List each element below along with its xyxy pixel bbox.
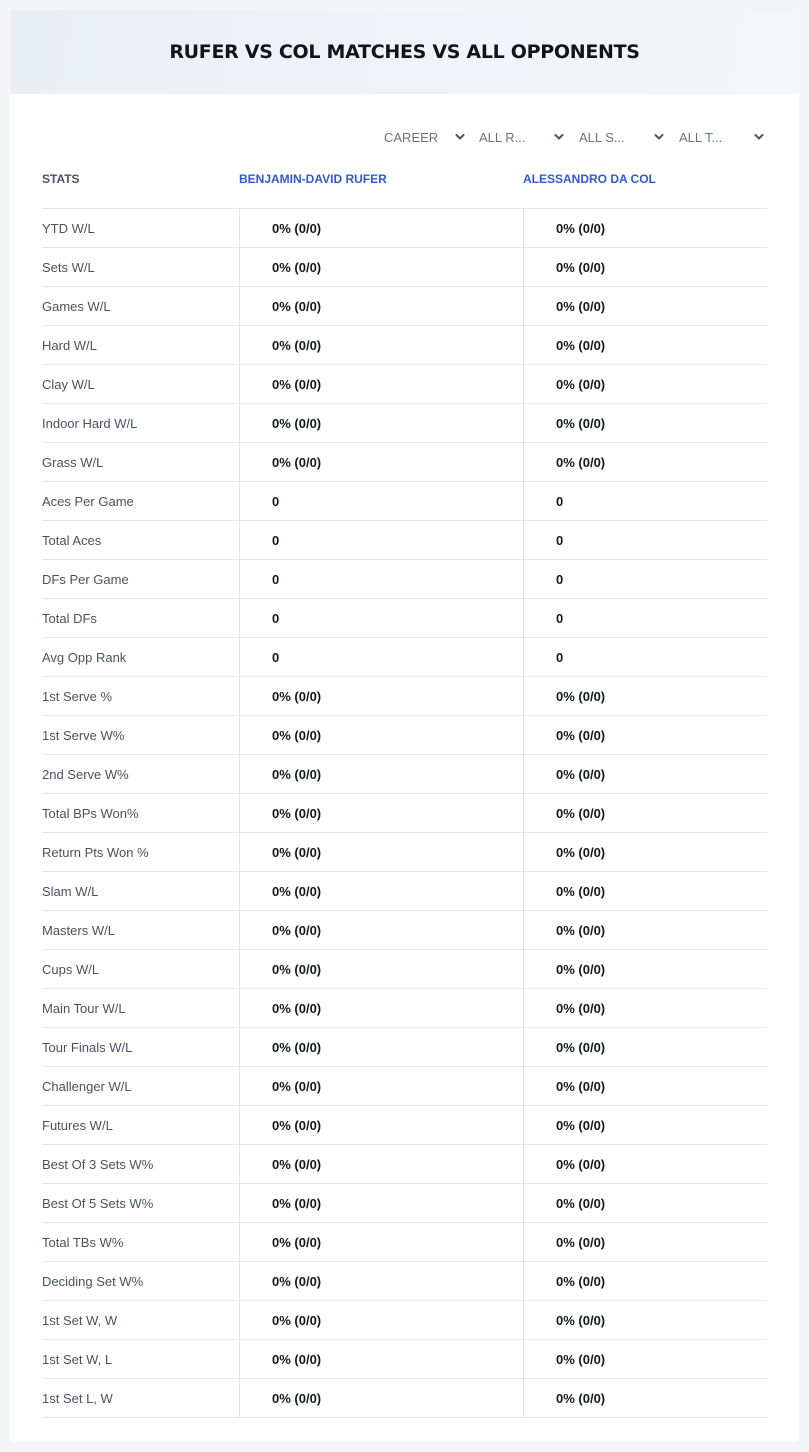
player1-stat-value: 0% (0/0)	[272, 1391, 322, 1406]
table-row	[42, 599, 767, 638]
player1-stat-value: 0% (0/0)	[272, 416, 322, 431]
column-divider	[239, 1223, 240, 1262]
stat-label: DFs Per Game	[42, 572, 129, 587]
column-divider	[239, 482, 240, 521]
column-divider	[239, 1145, 240, 1184]
column-divider	[523, 560, 524, 599]
table-row	[42, 1106, 767, 1145]
player2-stat-value: 0% (0/0)	[556, 689, 606, 704]
round-filter-label: ALL R...	[479, 129, 526, 145]
column-divider	[239, 1262, 240, 1301]
table-row	[42, 872, 767, 911]
column-divider	[523, 521, 524, 560]
player1-stat-value: 0% (0/0)	[272, 1196, 322, 1211]
player2-stat-value: 0% (0/0)	[556, 845, 606, 860]
player2-stat-value: 0% (0/0)	[556, 299, 606, 314]
tournament-filter-select[interactable]	[679, 126, 765, 148]
table-row	[42, 1145, 767, 1184]
player1-stat-value: 0% (0/0)	[272, 767, 322, 782]
column-divider	[239, 716, 240, 755]
surface-filter-select[interactable]	[579, 126, 665, 148]
player1-stat-value: 0% (0/0)	[272, 806, 322, 821]
round-filter-select[interactable]	[479, 126, 565, 148]
player1-stat-value: 0% (0/0)	[272, 221, 322, 236]
player1-stat-value: 0% (0/0)	[272, 1040, 322, 1055]
player1-stat-value: 0% (0/0)	[272, 1001, 322, 1016]
chevron-down-icon	[653, 131, 665, 143]
player1-stat-value: 0% (0/0)	[272, 884, 322, 899]
player1-stat-value: 0	[272, 572, 280, 587]
player1-stat-value: 0% (0/0)	[272, 845, 322, 860]
player2-stat-value: 0% (0/0)	[556, 1235, 606, 1250]
column-divider	[239, 1184, 240, 1223]
column-divider	[523, 287, 524, 326]
player1-stat-value: 0% (0/0)	[272, 923, 322, 938]
player1-stat-value: 0% (0/0)	[272, 260, 322, 275]
stat-label: Best Of 5 Sets W%	[42, 1196, 154, 1211]
player2-stat-value: 0% (0/0)	[556, 1157, 606, 1172]
column-divider	[239, 599, 240, 638]
column-divider	[239, 1379, 240, 1418]
player1-stat-value: 0	[272, 533, 280, 548]
column-divider	[523, 599, 524, 638]
stat-label: Hard W/L	[42, 338, 97, 353]
column-divider	[523, 716, 524, 755]
player1-stat-value: 0	[272, 650, 280, 665]
table-row	[42, 1184, 767, 1223]
player2-stat-value: 0% (0/0)	[556, 338, 606, 353]
stat-label: Aces Per Game	[42, 494, 134, 509]
player2-stat-value: 0% (0/0)	[556, 221, 606, 236]
player1-stat-value: 0	[272, 494, 280, 509]
table-row	[42, 1262, 767, 1301]
stat-label: 1st Serve %	[42, 689, 113, 704]
column-divider	[523, 755, 524, 794]
stat-label: Best Of 3 Sets W%	[42, 1157, 154, 1172]
table-row	[42, 1067, 767, 1106]
column-divider	[239, 1301, 240, 1340]
period-filter-select[interactable]	[384, 126, 464, 148]
stat-label: 2nd Serve W%	[42, 767, 129, 782]
column-divider	[523, 1340, 524, 1379]
player1-stat-value: 0% (0/0)	[272, 1352, 322, 1367]
table-row	[42, 521, 767, 560]
player1-stat-value: 0% (0/0)	[272, 338, 322, 353]
player2-stat-value: 0% (0/0)	[556, 962, 606, 977]
stat-label: 1st Set W, L	[42, 1352, 113, 1367]
chevron-down-icon	[553, 131, 565, 143]
table-row	[42, 794, 767, 833]
stat-label: Futures W/L	[42, 1118, 113, 1133]
column-divider	[523, 1106, 524, 1145]
player1-stat-value: 0% (0/0)	[272, 455, 322, 470]
player1-stat-value: 0% (0/0)	[272, 689, 322, 704]
column-divider	[239, 1340, 240, 1379]
column-divider	[239, 1028, 240, 1067]
table-row	[42, 365, 767, 404]
column-divider	[239, 404, 240, 443]
column-divider	[239, 209, 240, 248]
table-row	[42, 287, 767, 326]
player1-column-header[interactable]: BENJAMIN-DAVID RUFER	[239, 172, 387, 186]
player2-stat-value: 0% (0/0)	[556, 1001, 606, 1016]
stat-label: 1st Set W, W	[42, 1313, 118, 1328]
column-divider	[523, 248, 524, 287]
stat-label: Cups W/L	[42, 962, 100, 977]
stat-label: 1st Serve W%	[42, 728, 125, 743]
player2-stat-value: 0% (0/0)	[556, 884, 606, 899]
stat-label: Total BPs Won%	[42, 806, 139, 821]
column-divider	[239, 833, 240, 872]
column-divider	[239, 365, 240, 404]
player1-stat-value: 0% (0/0)	[272, 1235, 322, 1250]
player2-stat-value: 0% (0/0)	[556, 923, 606, 938]
column-divider	[239, 950, 240, 989]
column-divider	[523, 911, 524, 950]
player2-stat-value: 0% (0/0)	[556, 1274, 606, 1289]
table-row	[42, 1223, 767, 1262]
stat-label: Games W/L	[42, 299, 111, 314]
player1-stat-value: 0% (0/0)	[272, 299, 322, 314]
player2-stat-value: 0% (0/0)	[556, 1040, 606, 1055]
stat-label: Total TBs W%	[42, 1235, 124, 1250]
stat-label: Main Tour W/L	[42, 1001, 126, 1016]
stats-card	[10, 10, 799, 1442]
player2-stat-value: 0% (0/0)	[556, 1313, 606, 1328]
page-title: RUFER VS COL MATCHES VS ALL OPPONENTS	[169, 41, 640, 63]
player2-column-header[interactable]: ALESSANDRO DA COL	[523, 172, 656, 186]
card-header	[10, 10, 799, 94]
table-row	[42, 911, 767, 950]
table-row	[42, 326, 767, 365]
column-divider	[523, 638, 524, 677]
table-row	[42, 989, 767, 1028]
column-divider	[239, 1067, 240, 1106]
player1-stat-value: 0% (0/0)	[272, 962, 322, 977]
period-filter-label: CAREER	[384, 129, 439, 145]
column-divider	[523, 872, 524, 911]
stat-label: 1st Set L, W	[42, 1391, 113, 1406]
column-divider	[239, 521, 240, 560]
column-divider	[239, 911, 240, 950]
table-row	[42, 677, 767, 716]
stat-label: Indoor Hard W/L	[42, 416, 138, 431]
player2-stat-value: 0% (0/0)	[556, 1391, 606, 1406]
table-row	[42, 716, 767, 755]
player1-stat-value: 0% (0/0)	[272, 1157, 322, 1172]
table-row	[42, 1379, 767, 1418]
stat-label: Total Aces	[42, 533, 102, 548]
column-divider	[523, 833, 524, 872]
column-divider	[523, 443, 524, 482]
stat-label: Grass W/L	[42, 455, 104, 470]
table-row	[42, 638, 767, 677]
stat-label: Challenger W/L	[42, 1079, 132, 1094]
column-divider	[239, 755, 240, 794]
column-divider	[523, 1028, 524, 1067]
table-row	[42, 560, 767, 599]
column-divider	[523, 482, 524, 521]
stat-label: Slam W/L	[42, 884, 99, 899]
column-divider	[239, 443, 240, 482]
column-divider	[523, 209, 524, 248]
column-divider	[239, 989, 240, 1028]
chevron-down-icon	[454, 131, 466, 143]
player2-stat-value: 0% (0/0)	[556, 377, 606, 392]
player2-stat-value: 0	[556, 611, 564, 626]
player2-stat-value: 0	[556, 650, 564, 665]
column-divider	[523, 794, 524, 833]
column-divider	[523, 1145, 524, 1184]
player2-stat-value: 0% (0/0)	[556, 1118, 606, 1133]
player2-stat-value: 0% (0/0)	[556, 1196, 606, 1211]
stat-label: Return Pts Won %	[42, 845, 149, 860]
player2-stat-value: 0% (0/0)	[556, 1352, 606, 1367]
column-divider	[239, 326, 240, 365]
stat-label: Clay W/L	[42, 377, 95, 392]
tournament-filter-label: ALL T...	[679, 129, 723, 145]
table-row	[42, 1028, 767, 1067]
player2-stat-value: 0	[556, 494, 564, 509]
column-divider	[239, 872, 240, 911]
stat-label: Total DFs	[42, 611, 97, 626]
column-divider	[239, 677, 240, 716]
player2-stat-value: 0% (0/0)	[556, 767, 606, 782]
stats-column-header: STATS	[42, 172, 80, 186]
column-divider	[523, 1223, 524, 1262]
column-divider	[239, 248, 240, 287]
column-divider	[523, 950, 524, 989]
table-row	[42, 248, 767, 287]
table-row	[42, 404, 767, 443]
column-divider	[523, 365, 524, 404]
surface-filter-label: ALL S...	[579, 129, 625, 145]
column-divider	[523, 1379, 524, 1418]
player2-stat-value: 0	[556, 572, 564, 587]
table-row	[42, 1340, 767, 1379]
player2-stat-value: 0% (0/0)	[556, 728, 606, 743]
player1-stat-value: 0% (0/0)	[272, 1118, 322, 1133]
player1-stat-value: 0% (0/0)	[272, 728, 322, 743]
column-divider	[523, 1262, 524, 1301]
stat-label: Masters W/L	[42, 923, 115, 938]
table-row	[42, 950, 767, 989]
player2-stat-value: 0% (0/0)	[556, 455, 606, 470]
table-row	[42, 1301, 767, 1340]
stat-label: Avg Opp Rank	[42, 650, 127, 665]
column-divider	[523, 677, 524, 716]
column-divider	[523, 1301, 524, 1340]
table-row	[42, 482, 767, 521]
player2-stat-value: 0% (0/0)	[556, 806, 606, 821]
player1-stat-value: 0% (0/0)	[272, 377, 322, 392]
stat-label: Tour Finals W/L	[42, 1040, 133, 1055]
stat-label: Sets W/L	[42, 260, 95, 275]
column-divider	[239, 287, 240, 326]
column-divider	[523, 989, 524, 1028]
stats-table	[42, 208, 767, 1418]
table-row	[42, 209, 767, 248]
table-header	[42, 170, 767, 190]
stat-label: Deciding Set W%	[42, 1274, 144, 1289]
column-divider	[523, 404, 524, 443]
table-row	[42, 443, 767, 482]
player1-stat-value: 0	[272, 611, 280, 626]
player1-stat-value: 0% (0/0)	[272, 1274, 322, 1289]
column-divider	[239, 638, 240, 677]
column-divider	[239, 794, 240, 833]
player2-stat-value: 0% (0/0)	[556, 1079, 606, 1094]
table-row	[42, 833, 767, 872]
column-divider	[523, 1067, 524, 1106]
chevron-down-icon	[753, 131, 765, 143]
column-divider	[239, 1106, 240, 1145]
table-row	[42, 755, 767, 794]
player2-stat-value: 0	[556, 533, 564, 548]
stat-label: YTD W/L	[42, 221, 95, 236]
column-divider	[523, 1184, 524, 1223]
player1-stat-value: 0% (0/0)	[272, 1313, 322, 1328]
player2-stat-value: 0% (0/0)	[556, 416, 606, 431]
player1-stat-value: 0% (0/0)	[272, 1079, 322, 1094]
column-divider	[239, 560, 240, 599]
column-divider	[523, 326, 524, 365]
player2-stat-value: 0% (0/0)	[556, 260, 606, 275]
filter-bar	[10, 126, 799, 148]
